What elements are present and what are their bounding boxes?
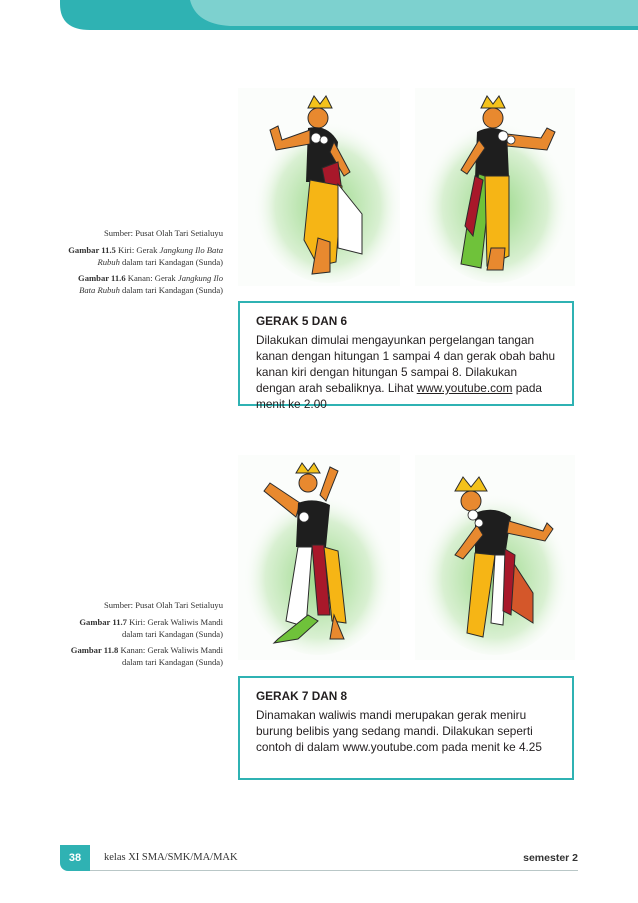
page-number: 38 [60,845,90,871]
box-title: GERAK 7 DAN 8 [256,689,348,703]
gerak-7-8-box [238,676,574,780]
caption-block-top [60,227,223,300]
figure-11-7 [238,455,400,660]
figure-11-5 [238,88,400,286]
page-footer [0,845,638,871]
footer-semester-label: semester 2 [523,852,578,864]
caption-11-5: Gambar 11.5 Kiri: Gerak Jangkung Ilo Bata Rubuh dalam tari Kandagan (Sunda) [68,245,223,267]
figure-source: Sumber: Pusat Olah Tari Setialuyu [103,228,223,238]
caption-11-7: Gambar 11.7 Kiri: Gerak Waliwis Mandi dalam tari Kandagan (Sunda) [79,617,223,639]
box-body: Dilakukan dimulai mengayunkan pergelangan tangan kanan dengan hitungan 1 sampai 4 dan gerak obah bahu kanan kiri dengan hitungan 5 sampai 8. Dilakukan dengan arah sebaliknya. Lihat www.youtube.com pada menit ke 2.00 [256,333,556,411]
header-band [60,0,638,30]
footer-class-label: kelas XI SMA/SMK/MA/MAK [104,852,238,863]
gerak-5-6-box [238,301,574,411]
figure-11-6 [415,88,575,286]
caption-11-8: Gambar 11.8 Kanan: Gerak Waliwis Mandi dalam tari Kandagan (Sunda) [70,645,223,667]
figure-11-8 [415,455,575,660]
box-title: GERAK 5 DAN 6 [256,314,348,328]
caption-11-6: Gambar 11.6 Kanan: Gerak Jangkung Ilo Bata Rubuh dalam tari Kandagan (Sunda) [78,273,223,295]
figure-source: Sumber: Pusat Olah Tari Setialuyu [103,600,223,610]
footer-divider [90,870,578,871]
youtube-link[interactable]: www.youtube.com [416,381,513,395]
box-body: Dinamakan waliwis mandi merupakan gerak meniru burung belibis yang sedang mandi. Dilakukan seperti contoh di dalam www.youtube.com pada menit ke 4.25 [256,708,542,754]
caption-block-bottom [60,599,223,672]
